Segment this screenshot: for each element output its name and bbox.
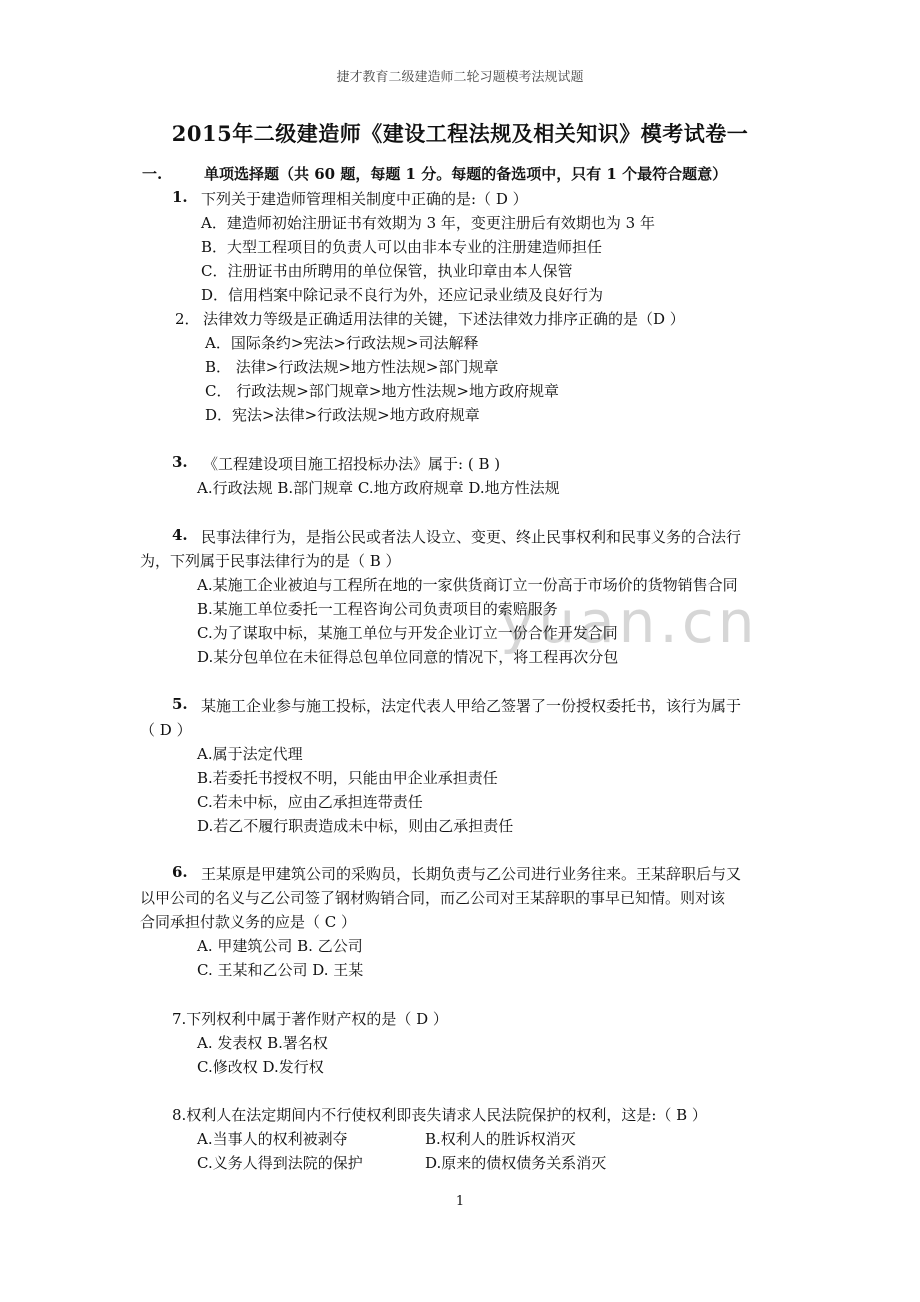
- question-5-option-c: C.若未中标，应由乙承担连带责任: [197, 793, 423, 811]
- section-number: 一.: [142, 165, 163, 183]
- question-4-option-c: C.为了谋取中标，某施工单位与开发企业订立一份合作开发合同: [197, 624, 618, 642]
- question-1-number: 1.: [172, 188, 188, 206]
- question-6-number: 6.: [172, 863, 188, 881]
- question-5-text-line1: 某施工企业参与施工投标，法定代表人甲给乙签署了一份授权委托书，该行为属于: [201, 697, 742, 715]
- question-2-option-a: A．国际条约>宪法>行政法规>司法解释: [205, 334, 479, 352]
- question-5-option-b: B.若委托书授权不明，只能由甲企业承担责任: [197, 769, 498, 787]
- question-5-text-line2: （ D ）: [140, 721, 192, 739]
- question-2-text: 法律效力等级是正确适用法律的关键，下述法律效力排序正确的是（D ）: [203, 310, 685, 328]
- question-4-option-d: D.某分包单位在未征得总包单位同意的情况下，将工程再次分包: [197, 648, 619, 666]
- question-4-number: 4.: [172, 526, 188, 544]
- question-1-option-b: B．大型工程项目的负责人可以由非本专业的注册建造师担任: [201, 238, 603, 256]
- watermark: yuan.cn: [500, 588, 759, 656]
- section-heading: 单项选择题（共 60 题，每题 1 分。每题的备选项中，只有 1 个最符合题意）: [204, 165, 728, 183]
- question-5-option-d: D.若乙不履行职责造成未中标，则由乙承担责任: [197, 817, 514, 835]
- question-5-number: 5.: [172, 695, 188, 713]
- question-6-text-line1: 王某原是甲建筑公司的采购员，长期负责与乙公司进行业务往来。王某辞职后与又: [201, 865, 742, 883]
- question-8-option-b: B.权利人的胜诉权消灭: [425, 1130, 576, 1148]
- question-6-options-row1: A. 甲建筑公司 B. 乙公司: [197, 937, 363, 955]
- question-7-text: 7.下列权利中属于著作财产权的是（ D ）: [172, 1010, 448, 1028]
- question-1-text: 下列关于建造师管理相关制度中正确的是:（ D ）: [201, 190, 528, 208]
- question-2-option-b: B． 法律>行政法规>地方性法规>部门规章: [205, 358, 499, 376]
- question-2-number: 2．: [175, 310, 200, 328]
- question-7-options-row2: C.修改权 D.发行权: [197, 1058, 324, 1076]
- question-4-option-b: B.某施工单位委托一工程咨询公司负责项目的索赔服务: [197, 600, 558, 618]
- question-8-option-a: A.当事人的权利被剥夺: [197, 1130, 348, 1148]
- question-6-text-line3: 合同承担付款义务的应是（ C ）: [140, 913, 357, 931]
- question-1-option-c: C．注册证书由所聘用的单位保管，执业印章由本人保管: [201, 262, 573, 280]
- question-4-text-line2: 为，下列属于民事法律行为的是（ B ）: [140, 552, 401, 570]
- question-2-option-d: D．宪法>法律>行政法规>地方政府规章: [205, 406, 480, 424]
- question-1-option-a: A．建造师初始注册证书有效期为 3 年，变更注册后有效期也为 3 年: [201, 214, 655, 232]
- question-8-option-c: C.义务人得到法院的保护: [197, 1154, 363, 1172]
- question-6-options-row2: C. 王某和乙公司 D. 王某: [197, 961, 364, 979]
- question-3-options: A.行政法规 B.部门规章 C.地方政府规章 D.地方性法规: [197, 479, 560, 497]
- question-5-option-a: A.属于法定代理: [197, 745, 303, 763]
- page-number: 1: [455, 1194, 465, 1209]
- question-8-text: 8.权利人在法定期间内不行使权利即丧失请求人民法院保护的权利，这是:（ B ）: [172, 1106, 707, 1124]
- question-8-option-d: D.原来的债权债务关系消灭: [425, 1154, 607, 1172]
- question-6-text-line2: 以甲公司的名义与乙公司签了钢材购销合同，而乙公司对王某辞职的事早已知情。则对该: [140, 889, 726, 907]
- page-header: 捷才教育二级建造师二轮习题模考法规试题: [336, 70, 584, 85]
- question-7-options-row1: A. 发表权 B.署名权: [197, 1034, 328, 1052]
- question-2-option-c: C． 行政法规>部门规章>地方性法规>地方政府规章: [205, 382, 559, 400]
- question-4-text-line1: 民事法律行为，是指公民或者法人设立、变更、终止民事权利和民事义务的合法行: [201, 528, 742, 546]
- question-4-option-a: A.某施工企业被迫与工程所在地的一家供货商订立一份高于市场价的货物销售合同: [197, 576, 738, 594]
- question-1-option-d: D．信用档案中除记录不良行为外，还应记录业绩及良好行为: [201, 286, 604, 304]
- question-3-text: 《工程建设项目施工招投标办法》属于: ( B ): [203, 455, 501, 473]
- question-3-number: 3.: [172, 453, 188, 471]
- document-title: 2015年二级建造师《建设工程法规及相关知识》模考试卷一: [171, 121, 749, 146]
